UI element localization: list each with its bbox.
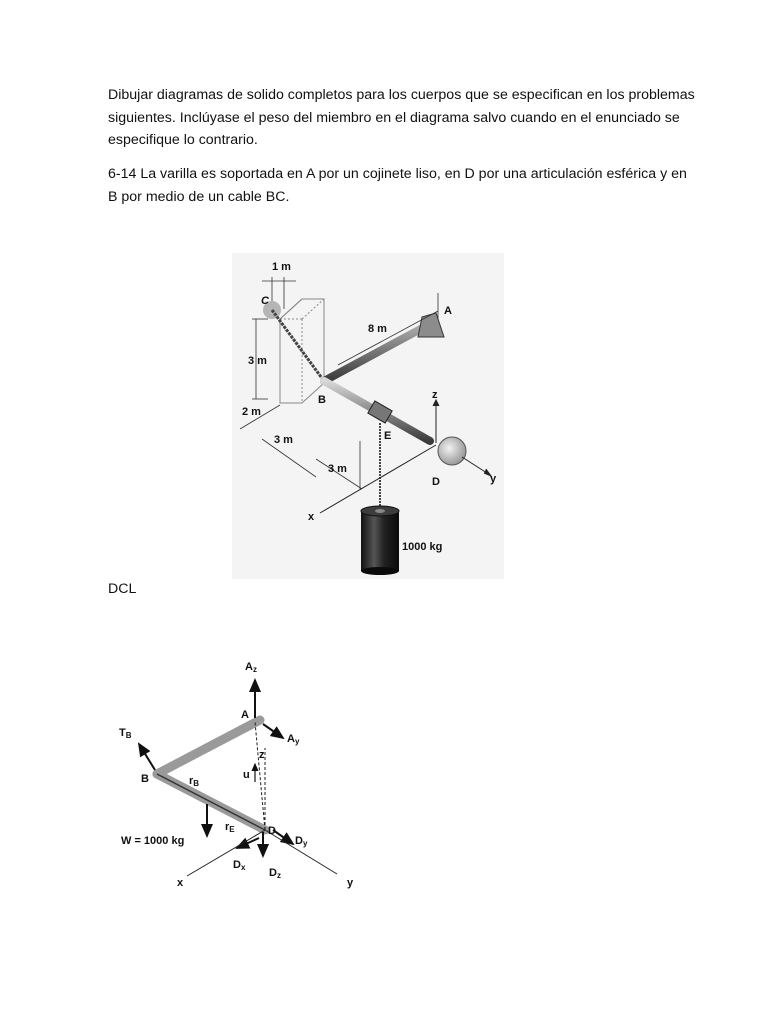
dim-label-2m: 2 m bbox=[242, 406, 261, 418]
dim-label-1m: 1 m bbox=[272, 261, 291, 273]
point-a-fbd-label: A bbox=[241, 709, 249, 721]
dy-label-sub: y bbox=[302, 839, 308, 848]
svg-text:TB bbox=[119, 727, 132, 740]
point-b-label: B bbox=[318, 394, 326, 406]
problem-figure bbox=[232, 253, 504, 579]
point-e-label: E bbox=[384, 430, 392, 442]
svg-text:rE bbox=[225, 821, 235, 834]
dy-label-main: D bbox=[295, 835, 303, 847]
dcl-label: DCL bbox=[108, 581, 137, 597]
axis-x-label: x bbox=[308, 511, 315, 523]
tension-tb-arrow bbox=[139, 744, 155, 770]
rb-label-sub: B bbox=[193, 779, 200, 788]
unit-vector-u-label: u bbox=[243, 769, 250, 781]
svg-text:Az bbox=[245, 661, 257, 674]
force-ay-arrow bbox=[263, 724, 283, 738]
dim-label-3m-vertical: 3 m bbox=[248, 355, 267, 367]
free-body-diagram bbox=[105, 652, 375, 892]
point-b-fbd-label: B bbox=[141, 773, 149, 785]
dim-label-8m: 8 m bbox=[368, 323, 387, 335]
dim-label-3m-b: 3 m bbox=[328, 463, 347, 475]
re-label-main: r bbox=[225, 821, 230, 833]
axis-y-label: y bbox=[490, 473, 497, 485]
dim-label-3m-a: 3 m bbox=[274, 434, 293, 446]
point-d-label: D bbox=[432, 476, 440, 488]
point-c-label: C bbox=[261, 295, 269, 307]
weight-label: W = 1000 kg bbox=[121, 835, 185, 847]
dz-label-main: D bbox=[269, 867, 277, 879]
re-label-sub: E bbox=[229, 825, 235, 834]
point-d-fbd-label: D bbox=[268, 825, 276, 837]
mass-cylinder-icon bbox=[361, 506, 399, 575]
problem-statement: 6-14 La varilla es soportada en A por un cojinete liso, en D por una articulación esférica y en B por medio de un cable BC. bbox=[108, 166, 687, 205]
dx-label-sub: x bbox=[240, 863, 246, 872]
svg-text:Dx bbox=[233, 859, 246, 872]
dz-label-sub: z bbox=[276, 871, 281, 880]
ay-label-sub: y bbox=[294, 737, 300, 746]
dx-label-main: D bbox=[233, 859, 241, 871]
instructions-paragraph: Dibujar diagramas de solido completos para los cuerpos que se especifican en los problemas siguientes. Inclúyase el peso del miembro en el diagrama salvo cuando en el enunciado se especifique lo contrario. bbox=[108, 87, 695, 148]
az-label-main: A bbox=[245, 661, 253, 673]
axis-x-fbd-label: x bbox=[177, 877, 184, 889]
svg-text:Dy bbox=[295, 835, 308, 848]
svg-text:rB bbox=[189, 775, 199, 788]
mass-label: 1000 kg bbox=[402, 541, 443, 553]
tb-label-main: T bbox=[119, 727, 126, 739]
svg-text:Ay bbox=[287, 733, 300, 746]
ball-joint-d-icon bbox=[438, 437, 466, 465]
tb-label-sub: B bbox=[125, 731, 132, 740]
axis-z-fbd-label: z bbox=[259, 749, 265, 761]
axis-z-label: z bbox=[432, 389, 438, 401]
az-label-sub: z bbox=[252, 665, 257, 674]
axis-y-fbd-label: y bbox=[347, 877, 354, 889]
svg-text:Dz bbox=[269, 867, 281, 880]
ay-label-main: A bbox=[287, 733, 295, 745]
point-a-label: A bbox=[444, 305, 452, 317]
rb-label-main: r bbox=[189, 775, 194, 787]
